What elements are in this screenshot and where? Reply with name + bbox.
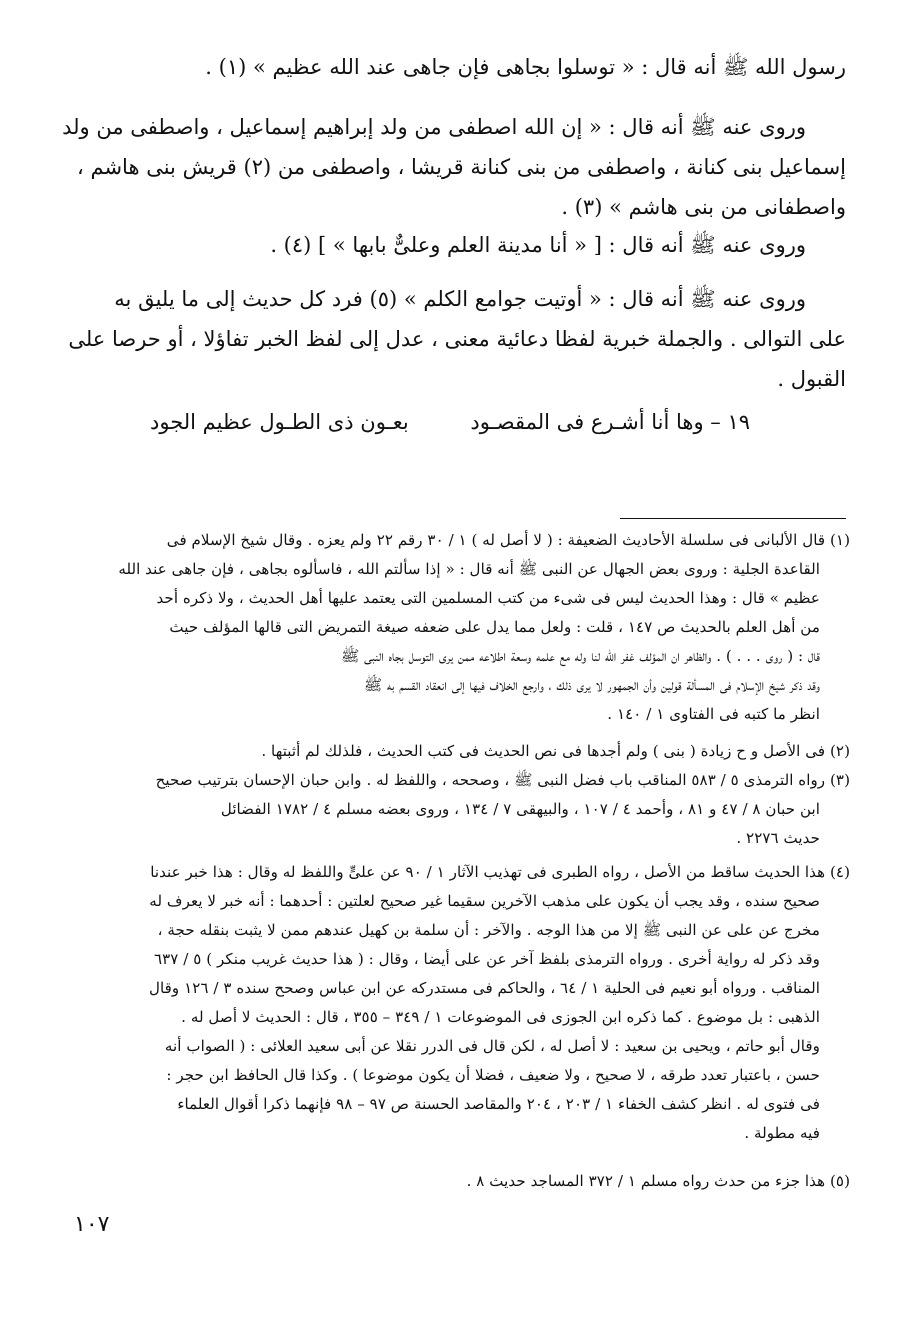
footnote-separator [620, 518, 846, 519]
footnote-line [70, 858, 850, 887]
footnote-2 [70, 737, 850, 766]
footnote-line: وقد ذكر له رواية أخرى . ورواه الترمذى بلفظ آخر عن على أيضا ، وقال : ( هذا حديث غريب منكر ) ٥ / ٦٣٧ [153, 950, 820, 968]
footnote-line: المناقب . ورواه أبو نعيم فى الحلية ١ / ٦٤ ، والحاكم فى مستدركه عن ابن عباس وصحح سنده ٣ / ١٢٦ وقال [149, 979, 820, 997]
text-line: على التوالى . والجملة خبرية لفظا دعائية معنى ، عدل إلى لفظ الخبر تفاؤلا ، أو حرصا على [68, 327, 846, 351]
text-line: واصطفانى من بنى هاشم » (٣) . [561, 195, 846, 219]
footnote-line [70, 737, 850, 766]
footnote-line: من أهل العلم بالحديث ص ١٤٧ ، قلت : ولعل مما يدل على ضعفه صيغة التمريض التى قالها المؤلف حيث [169, 618, 820, 636]
page-number: ١٠٧ [74, 1212, 110, 1237]
verse-right-hemistich: ١٩ – وها أنا أشـرع فى المقصـود [470, 410, 750, 434]
footnote-line [70, 526, 850, 555]
footnote-number: (١) [829, 531, 850, 549]
footnote-line: الذهبى : بل موضوع . كما ذكره ابن الجوزى فى الموضوعات ١ / ٣٤٩ – ٣٥٥ ، قال : الحديث لا أصل له . [181, 1008, 820, 1026]
footnote-line: عظيم » قال : وهذا الحديث ليس فى شىء من كتب المسلمين التى يعتمد عليها أهل الحديث ، ولا ذكره أحد [156, 589, 820, 607]
text-line: وروى عنه ﷺ أنه قال : « أوتيت جوامع الكلم » (٥) فرد كل حديث إلى ما يليق به [114, 287, 806, 311]
footnote-text: فى الأصل و ح زيادة ( بنى ) ولم أجدها فى نص الحديث فى كتب الحديث ، فلذلك لم أثبتها . [261, 742, 826, 760]
main-paragraph-2 [60, 112, 846, 222]
footnote-text: هذا جزء من حدث رواه مسلم ١ / ٣٧٢ المساجد حديث ٨ . [466, 1172, 826, 1190]
footnote-line: فى فتوى له . انظر كشف الخفاء ١ / ٢٠٣ ، ٢٠٤ والمقاصد الحسنة ص ٩٧ – ٩٨ فإنهما ذكرا أقوال العلماء [177, 1095, 820, 1113]
text-line: وروى عنه ﷺ أنه قال : « إن الله اصطفى من ولد إبراهيم إسماعيل ، واصطفى من ولد [62, 115, 806, 139]
footnote-line: القاعدة الجلية : وروى بعض الجهال عن النبى ﷺ أنه قال : « إذا سألتم الله ، فاسألوه بجاهى ، فإن جاهى عند الله [118, 560, 820, 578]
text-line: إسماعيل بنى كنانة ، واصطفى من بنى كنانة قريشا ، واصطفى من (٢) قريش بنى هاشم ، [77, 155, 846, 179]
footnote-line: حسن ، باعتبار تعدد طرقه ، لا صحيح ، ولا ضعيف ، فضلا أن يكون موضوعا ) . وكذا قال الحافظ ابن حجر : [166, 1066, 820, 1084]
text-line: القبول . [777, 367, 846, 391]
footnote-line: صحيح سنده ، وقد يجب أن يكون على مذهب الآخرين سقيما غير صحيح لعلتين : أحدهما : أنه خبر لا يعرف له [149, 892, 820, 910]
footnote-number: (٣) [829, 771, 850, 789]
footnote-text: قال الألبانى فى سلسلة الأحاديث الضعيفة : ( لا أصل له ) ١ / ٣٠ رقم ٢٢ ولم يعزه . وقال شيخ الإسلام فى [166, 531, 826, 549]
footnote-number: (٥) [829, 1172, 850, 1190]
footnote-line: وقد ذكر شيخ الإسلام فى المسألة قولين وأن الجمهور لا يرى ذلك ، وارجع الخلاف فيها إلى انعقاد القسم به ﷺ [363, 676, 820, 694]
main-paragraph-3 [60, 230, 846, 260]
main-paragraph-1 [60, 52, 846, 82]
footnote-line: ابن حبان ٨ / ٤٧ و ٨١ ، وأحمد ٤ / ١٠٧ ، والبيهقى ٧ / ١٣٤ ، وروى بعضه مسلم ٤ / ١٧٨٢ الفضائل [220, 800, 820, 818]
footnote-line: قال : ( روى . . . ) . والظاهر ان المؤلف غفر الله لنا وله مع علمه وسعة اطلاعه ممن يرى التوسل بجاه النبى ﷺ [340, 647, 820, 665]
text-line: رسول الله ﷺ أنه قال : « توسلوا بجاهى فإن جاهى عند الله عظيم » (١) . [205, 55, 846, 79]
footnote-number: (٢) [829, 742, 850, 760]
footnote-5 [70, 1167, 850, 1196]
footnote-number: (٤) [829, 863, 850, 881]
footnote-line: انظر ما كتبه فى الفتاوى ١ / ١٤٠ . [607, 705, 820, 723]
footnote-text: رواه الترمذى ٥ / ٥٨٣ المناقب باب فضل النبى ﷺ ، وصححه ، واللفظ له . وابن حبان الإحسان بترتيب صحيح [155, 771, 826, 789]
footnote-line: وقال أبو حاتم ، ويحيى بن سعيد : لا أصل له ، لكن قال فى الدرر نقلا عن أبى سعيد العلائى : ( الصواب أنه [164, 1037, 820, 1055]
main-paragraph-4 [60, 284, 846, 394]
footnote-text: هذا الحديث ساقط من الأصل ، رواه الطبرى فى تهذيب الآثار ١ / ٩٠ عن علىٍّ واللفظ له وقال : هذا خبر عندنا [150, 863, 826, 881]
footnote-1 [70, 526, 850, 729]
footnote-line: فيه مطولة . [744, 1124, 820, 1142]
footnote-line [70, 766, 850, 795]
verse-left-hemistich: بعـون ذى الطـول عظيم الجود [150, 410, 409, 434]
footnote-3 [70, 766, 850, 853]
footnote-4 [70, 858, 850, 1148]
footnote-line [70, 1167, 850, 1196]
verse-line [150, 407, 750, 437]
footnote-line: حديث ٢٢٧٦ . [736, 829, 820, 847]
text-line: وروى عنه ﷺ أنه قال : [ « أنا مدينة العلم وعلىٌّ بابها » ] (٤) . [270, 233, 806, 257]
footnote-line: مخرج عن على عن النبى ﷺ إلا من هذا الوجه . والآخر : أن سلمة بن كهيل عندهم ممن لا يثبت بنقله حجة ، [157, 921, 820, 939]
